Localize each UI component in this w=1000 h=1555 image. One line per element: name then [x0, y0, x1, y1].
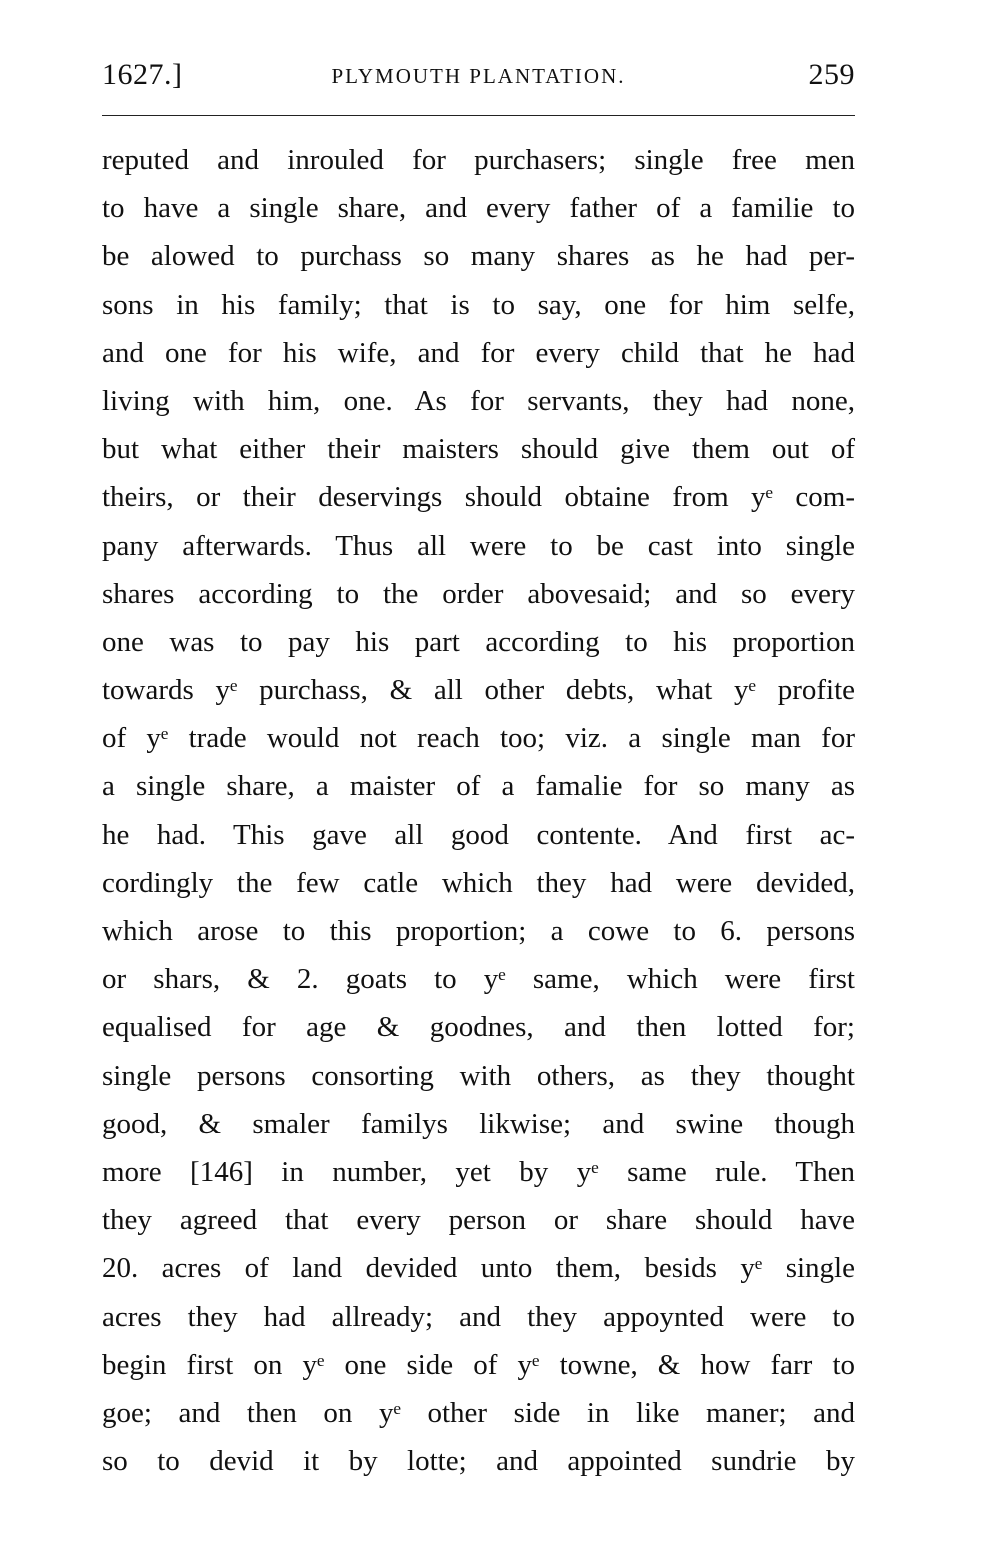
text-line: towards yᵉ purchass, & all other debts, what yᵉ profite	[102, 674, 855, 707]
text-line: pany afterwards. Thus all were to be cast into single	[102, 529, 855, 562]
text-line: cordingly the few catle which they had were devided,	[102, 866, 855, 899]
page-number: 259	[808, 58, 855, 91]
text-line: begin first on yᵉ one side of yᵉ towne, & how farr to	[102, 1348, 855, 1381]
text-line: and one for his wife, and for every child that he had	[102, 336, 855, 369]
header-rule	[102, 115, 855, 116]
text-line: 20. acres of land devided unto them, besids yᵉ single	[102, 1252, 855, 1285]
text-line: to have a single share, and every father of a familie to	[102, 192, 855, 225]
text-line: equalised for age & goodnes, and then lotted for;	[102, 1011, 855, 1044]
text-line: they agreed that every person or share should have	[102, 1204, 855, 1237]
text-line: living with him, one. As for servants, they had none,	[102, 384, 855, 417]
body-text	[102, 136, 855, 1485]
header-year: 1627.]	[102, 58, 183, 91]
text-line: he had. This gave all good contente. And first ac-	[102, 818, 855, 851]
text-line: one was to pay his part according to his proportion	[102, 625, 855, 658]
text-line: good, & smaler familys likwise; and swine though	[102, 1107, 855, 1140]
text-line: or shars, & 2. goats to yᵉ same, which were first	[102, 963, 855, 996]
text-line: but what either their maisters should give them out of	[102, 433, 855, 466]
text-line: so to devid it by lotte; and appointed sundrie by	[102, 1445, 855, 1478]
running-header	[102, 58, 855, 98]
text-line: single persons consorting with others, as they thought	[102, 1059, 855, 1092]
text-line: which arose to this proportion; a cowe to 6. persons	[102, 915, 855, 947]
text-line: theirs, or their deservings should obtaine from yᵉ com-	[102, 481, 855, 514]
text-line: sons in his family; that is to say, one for him selfe,	[102, 288, 855, 321]
text-line: a single share, a maister of a famalie for so many as	[102, 770, 855, 803]
header-title: PLYMOUTH PLANTATION.	[331, 64, 626, 88]
text-line: reputed and inrouled for purchasers; single free men	[102, 144, 855, 176]
text-line: shares according to the order abovesaid; and so every	[102, 577, 855, 610]
text-line: of yᵉ trade would not reach too; viz. a single man for	[102, 722, 855, 755]
text-line: more [146] in number, yet by yᵉ same rule. Then	[102, 1155, 855, 1188]
text-line: be alowed to purchass so many shares as he had per-	[102, 240, 855, 273]
text-line: goe; and then on yᵉ other side in like maner; and	[102, 1396, 855, 1429]
text-line: acres they had allready; and they appoynted were to	[102, 1300, 855, 1333]
